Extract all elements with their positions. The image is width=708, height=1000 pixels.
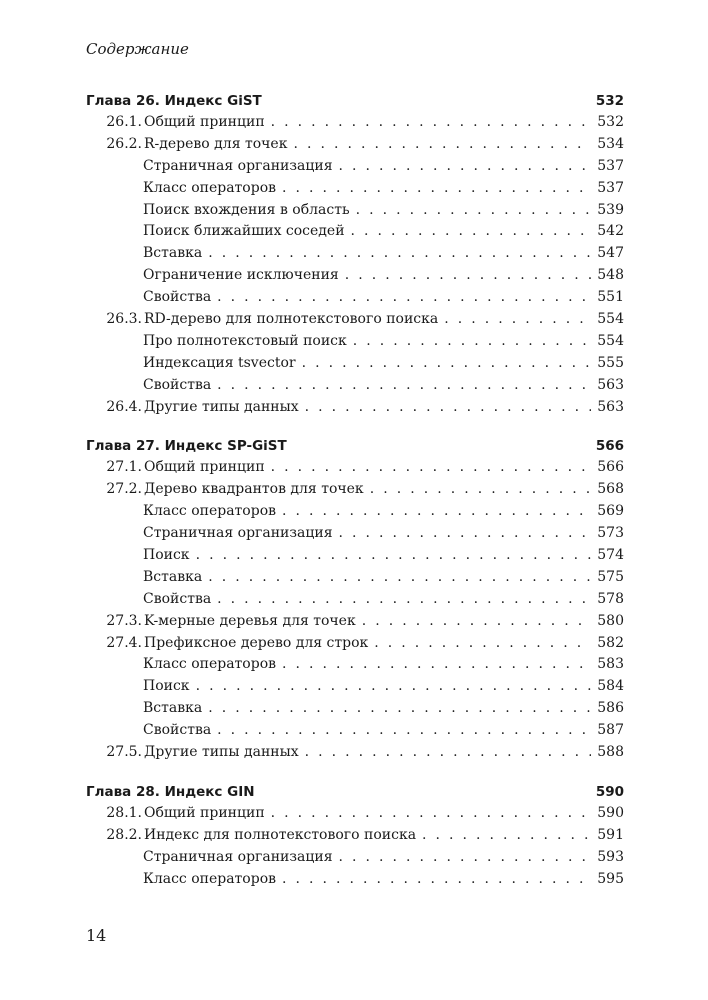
entry-page-number: 554 — [597, 311, 624, 328]
dot-leader — [282, 869, 591, 891]
page-number: 14 — [86, 926, 107, 945]
entry-page-number: 578 — [597, 590, 624, 607]
toc-section-entry[interactable] — [86, 309, 624, 331]
entry-page-number: 583 — [597, 656, 624, 673]
entry-page-number: 551 — [597, 289, 624, 306]
dot-leader — [208, 698, 591, 720]
entry-title: Другие типы данных — [144, 398, 299, 415]
toc-section-entry[interactable] — [86, 457, 624, 479]
entry-title: Общий принцип — [144, 459, 265, 476]
section-number: 26.4. — [106, 398, 142, 415]
toc-subsection-entry[interactable] — [86, 720, 624, 742]
entry-title: Страничная организация — [143, 157, 333, 174]
section-number: 28.1. — [106, 804, 142, 821]
dot-leader — [339, 156, 592, 178]
toc-subsection-entry[interactable] — [86, 331, 624, 353]
entry-title: Поиск вхождения в область — [143, 201, 350, 218]
section-number: 26.2. — [106, 135, 142, 152]
toc-section-entry[interactable] — [86, 633, 624, 655]
toc-subsection-entry[interactable] — [86, 589, 624, 611]
dot-leader — [282, 501, 591, 523]
dot-leader — [305, 397, 592, 419]
entry-page-number: 554 — [597, 332, 624, 349]
section-number: 27.4. — [106, 634, 142, 651]
entry-title: Свойства — [143, 722, 212, 739]
entry-page-number: 591 — [597, 826, 624, 843]
dot-leader — [362, 611, 592, 633]
entry-page-number: 569 — [597, 503, 624, 520]
toc-section-entry[interactable] — [86, 134, 624, 156]
toc-subsection-entry[interactable] — [86, 200, 624, 222]
dot-leader — [208, 567, 591, 589]
toc-subsection-entry[interactable] — [86, 178, 624, 200]
dot-leader — [282, 654, 591, 676]
toc-subsection-entry[interactable] — [86, 353, 624, 375]
running-head: Содержание — [86, 40, 189, 58]
entry-title: K-мерные деревья для точек — [144, 612, 356, 629]
chapter-page-number: 590 — [595, 783, 624, 800]
entry-title: Префиксное дерево для строк — [144, 634, 369, 651]
entry-page-number: 563 — [597, 376, 624, 393]
toc-subsection-entry[interactable] — [86, 654, 624, 676]
chapter-title: Глава 26. Индекс GiST — [86, 93, 262, 109]
toc-subsection-entry[interactable] — [86, 287, 624, 309]
chapter-section — [86, 90, 624, 418]
entry-page-number: 588 — [597, 744, 624, 761]
chapter-heading[interactable] — [86, 435, 624, 457]
entry-title: Общий принцип — [144, 114, 265, 130]
section-number: 26.3. — [106, 311, 142, 328]
toc-section-entry[interactable] — [86, 112, 624, 134]
table-of-contents — [86, 90, 624, 908]
entry-page-number: 539 — [597, 201, 624, 218]
entry-title: RD-дерево для полнотекстового поиска — [144, 311, 439, 328]
entry-title: Поиск — [143, 547, 190, 564]
dot-leader — [271, 457, 592, 479]
toc-subsection-entry[interactable] — [86, 523, 624, 545]
entry-page-number: 548 — [597, 267, 624, 284]
entry-page-number: 584 — [597, 678, 624, 695]
toc-section-entry[interactable] — [86, 479, 624, 501]
entry-page-number: 534 — [597, 135, 624, 152]
dot-leader — [351, 221, 592, 243]
dot-leader — [196, 545, 592, 567]
dot-leader — [282, 178, 591, 200]
chapter-heading[interactable] — [86, 781, 624, 803]
toc-subsection-entry[interactable] — [86, 375, 624, 397]
entry-page-number: 537 — [597, 157, 624, 174]
chapter-title: Глава 28. Индекс GIN — [86, 783, 255, 800]
dot-leader — [356, 200, 592, 222]
toc-subsection-entry[interactable] — [86, 869, 624, 891]
toc-subsection-entry[interactable] — [86, 567, 624, 589]
dot-leader — [196, 676, 592, 698]
toc-subsection-entry[interactable] — [86, 676, 624, 698]
toc-section-entry[interactable] — [86, 803, 624, 825]
entry-page-number: 575 — [597, 568, 624, 585]
section-number: 27.1. — [106, 459, 142, 476]
dot-leader — [370, 479, 592, 501]
chapter-heading[interactable] — [86, 90, 624, 112]
dot-leader — [217, 375, 591, 397]
section-number: 27.3. — [106, 612, 142, 629]
entry-page-number: 590 — [597, 804, 624, 821]
entry-title: Страничная организация — [143, 848, 333, 865]
dot-leader — [353, 331, 592, 353]
toc-subsection-entry[interactable] — [86, 265, 624, 287]
dot-leader — [293, 134, 591, 156]
dot-leader — [345, 265, 592, 287]
entry-title: Про полнотекстовый поиск — [143, 332, 347, 349]
dot-leader — [271, 112, 592, 134]
entry-title: R-дерево для точек — [144, 135, 288, 152]
chapter-title: Глава 27. Индекс SP-GiST — [86, 438, 287, 455]
entry-page-number: 587 — [597, 722, 624, 739]
chapter-page-number: 532 — [595, 93, 624, 109]
toc-section-entry[interactable] — [86, 611, 624, 633]
toc-section-entry[interactable] — [86, 825, 624, 847]
entry-page-number: 582 — [597, 634, 624, 651]
dot-leader — [422, 825, 591, 847]
toc-subsection-entry[interactable] — [86, 545, 624, 567]
dot-leader — [305, 742, 592, 764]
entry-page-number: 574 — [597, 547, 624, 564]
entry-title: Поиск — [143, 678, 190, 695]
entry-title: Вставка — [143, 700, 203, 717]
toc-subsection-entry[interactable] — [86, 698, 624, 720]
entry-title: Индексация tsvector — [143, 354, 296, 371]
chapter-section — [86, 435, 624, 763]
entry-title: Ограничение исключения — [143, 267, 339, 284]
dot-leader — [374, 633, 591, 655]
entry-title: Вставка — [143, 245, 203, 262]
chapter-section — [86, 781, 624, 891]
entry-title: Класс операторов — [143, 503, 277, 520]
entry-page-number: 586 — [597, 700, 624, 717]
dot-leader — [217, 589, 591, 611]
toc-section-entry[interactable] — [86, 742, 624, 764]
entry-title: Свойства — [143, 289, 212, 306]
entry-page-number: 580 — [597, 612, 624, 629]
entry-title: Класс операторов — [143, 179, 277, 196]
toc-subsection-entry[interactable] — [86, 221, 624, 243]
entry-page-number: 537 — [597, 179, 624, 196]
dot-leader — [339, 847, 592, 869]
entry-page-number: 547 — [597, 245, 624, 262]
entry-page-number: 532 — [597, 114, 624, 130]
entry-page-number: 555 — [597, 354, 624, 371]
entry-page-number: 593 — [597, 848, 624, 865]
section-number: 26.1. — [106, 114, 142, 130]
entry-title: Поиск ближайших соседей — [143, 223, 345, 240]
dot-leader — [208, 243, 591, 265]
entry-title: Вставка — [143, 568, 203, 585]
entry-page-number: 568 — [597, 481, 624, 498]
section-number: 27.5. — [106, 744, 142, 761]
entry-page-number: 573 — [597, 525, 624, 542]
toc-subsection-entry[interactable] — [86, 243, 624, 265]
dot-leader — [217, 287, 591, 309]
entry-title: Свойства — [143, 376, 212, 393]
entry-title: Свойства — [143, 590, 212, 607]
chapter-page-number: 566 — [595, 438, 624, 455]
section-number: 28.2. — [106, 826, 142, 843]
toc-subsection-entry[interactable] — [86, 847, 624, 869]
entry-page-number: 542 — [597, 223, 624, 240]
dot-leader — [339, 523, 592, 545]
dot-leader — [302, 353, 592, 375]
toc-section-entry[interactable] — [86, 397, 624, 419]
toc-subsection-entry[interactable] — [86, 156, 624, 178]
entry-title: Общий принцип — [144, 804, 265, 821]
dot-leader — [444, 309, 591, 331]
section-number: 27.2. — [106, 481, 142, 498]
entry-title: Другие типы данных — [144, 744, 299, 761]
dot-leader — [217, 720, 591, 742]
entry-page-number: 566 — [597, 459, 624, 476]
toc-subsection-entry[interactable] — [86, 501, 624, 523]
entry-title: Страничная организация — [143, 525, 333, 542]
entry-title: Дерево квадрантов для точек — [144, 481, 364, 498]
entry-page-number: 595 — [597, 870, 624, 887]
entry-title: Класс операторов — [143, 656, 277, 673]
entry-title: Индекс для полнотекстового поиска — [144, 826, 417, 843]
entry-page-number: 563 — [597, 398, 624, 415]
entry-title: Класс операторов — [143, 870, 277, 887]
dot-leader — [271, 803, 592, 825]
